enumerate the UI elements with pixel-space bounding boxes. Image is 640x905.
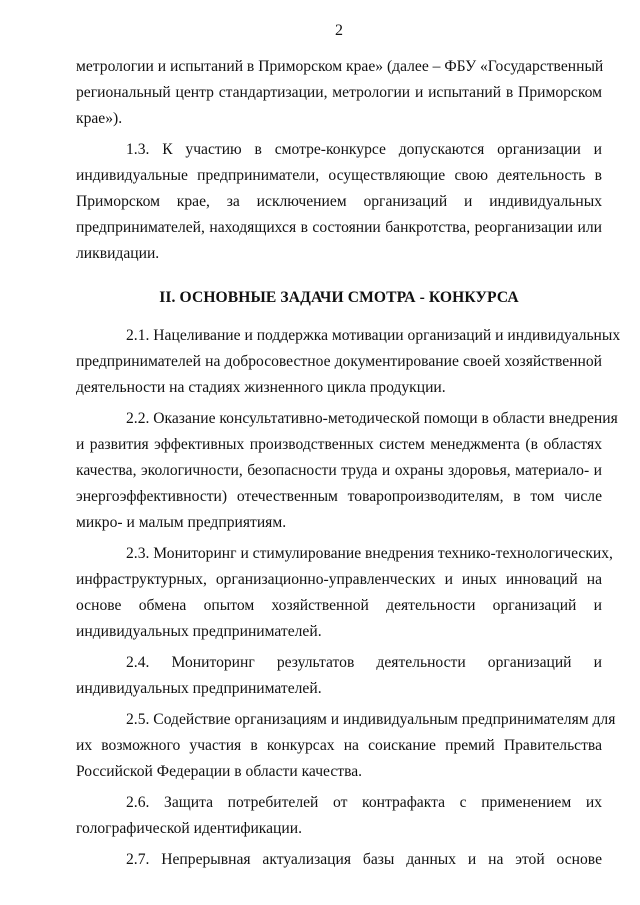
paragraph-p-2-7 — [76, 847, 602, 873]
page-number: 2 — [335, 22, 343, 39]
paragraph-p-1-3 — [76, 137, 602, 267]
document-body — [76, 54, 621, 873]
paragraph-line: микро- и малым предприятиям. — [76, 514, 287, 531]
paragraph-line: деятельности на стадиях жизненного цикла продукции. — [76, 379, 446, 396]
paragraph-p-2-3 — [76, 541, 613, 645]
paragraph-line: и развития эффективных производственных систем менеджмента (в областях — [76, 436, 602, 453]
paragraph-line: 2.7. Непрерывная актуализация базы данных и на этой основе — [126, 851, 602, 868]
paragraph-line: основе обмена опытом хозяйственной деятельности организаций и — [76, 597, 602, 614]
paragraph-line: голографической идентификации. — [76, 820, 302, 837]
paragraph-line: Приморском крае, за исключением организаций и индивидуальных — [76, 193, 602, 210]
paragraph-line: крае»). — [76, 110, 123, 127]
paragraph-line: региональный центр стандартизации, метрологии и испытаний в Приморском — [76, 84, 602, 101]
intro-paragraphs — [76, 54, 602, 267]
paragraph-line: предпринимателей, находящихся в состоянии банкротства, реорганизации или — [76, 219, 602, 236]
paragraph-p-2-4 — [76, 650, 602, 702]
paragraph-line: 2.5. Содействие организациям и индивидуальным предпринимателям для — [126, 711, 616, 728]
section-heading: II. ОСНОВНЫЕ ЗАДАЧИ СМОТРА - КОНКУРСА — [159, 289, 519, 306]
paragraph-line: инфраструктурных, организационно-управленческих и иных инноваций на — [76, 571, 602, 588]
paragraph-line: метрологии и испытаний в Приморском крае» (далее – ФБУ «Государственный — [76, 58, 604, 75]
paragraph-line: энергоэффективности) отечественным товаропроизводителям, в том числе — [76, 488, 602, 505]
paragraph-line: их возможного участия в конкурсах на соискание премий Правительства — [76, 737, 602, 754]
paragraph-line: 2.4. Мониторинг результатов деятельности организаций и — [126, 654, 602, 671]
paragraph-p-cont — [76, 54, 602, 132]
paragraph-line: Российской Федерации в области качества. — [76, 763, 363, 780]
paragraph-line: индивидуальные предприниматели, осуществляющие свою деятельность в — [76, 167, 602, 184]
section-paragraphs — [76, 323, 621, 873]
paragraph-line: индивидуальных предпринимателей. — [76, 680, 322, 697]
paragraph-line: индивидуальных предпринимателей. — [76, 623, 322, 640]
paragraph-p-2-1 — [76, 323, 621, 401]
paragraph-line: 2.6. Защита потребителей от контрафакта с применением их — [126, 794, 602, 811]
paragraph-line: качества, экологичности, безопасности труда и охраны здоровья, материало- и — [76, 462, 602, 479]
paragraph-p-2-2 — [76, 406, 618, 536]
paragraph-p-2-6 — [76, 790, 602, 842]
paragraph-p-2-5 — [76, 707, 616, 785]
paragraph-line: 2.3. Мониторинг и стимулирование внедрения технико-технологических, — [126, 545, 613, 562]
paragraph-line: ликвидации. — [76, 245, 160, 262]
paragraph-line: 1.3. К участию в смотре-конкурсе допускаются организации и — [126, 141, 602, 158]
paragraph-line: 2.1. Нацеливание и поддержка мотивации организаций и индивидуальных — [126, 327, 621, 344]
paragraph-line: предпринимателей на добросовестное документирование своей хозяйственной — [76, 353, 602, 370]
paragraph-line: 2.2. Оказание консультативно-методической помощи в области внедрения — [126, 410, 618, 427]
